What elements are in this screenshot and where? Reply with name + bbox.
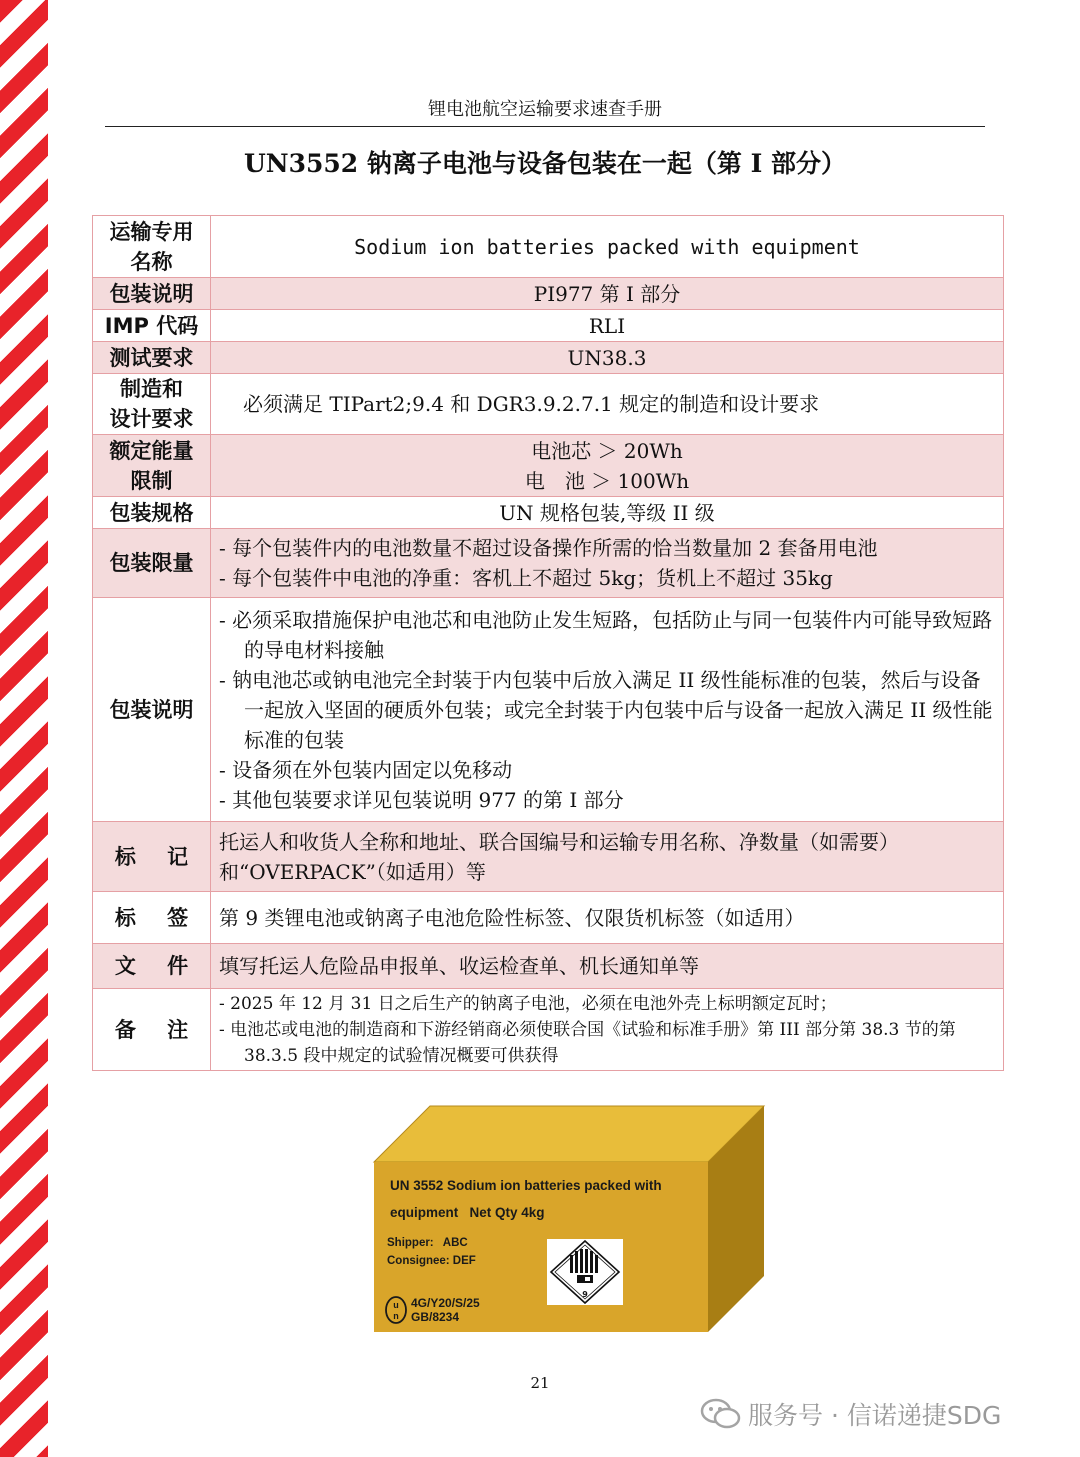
label-line-1: 制造和 [120,377,183,401]
value-labeling: 第 9 类锂电池或钠离子电池危险性标签、仅限货机标签（如适用） [211,892,1004,944]
label-line-2: 设计要求 [109,407,194,431]
list-item: - 必须采取措施保护电池芯和电池防止发生短路，包括防止与同一包装件内可能导致短路的导电材料接触 [219,607,993,662]
row-shipping-name [93,216,1004,278]
page-title: UN3552 钠离子电池与设备包装在一起（第 I 部分） [243,149,847,178]
value-test-requirement: UN38.3 [211,342,1004,374]
label-quantity-limit: 包装限量 [93,529,211,598]
value-shipping-name: Sodium ion batteries packed with equipment [211,216,1004,278]
label-line-1: 运输专用 [109,219,194,244]
row-packing-instruction [93,278,1004,310]
label-remarks [93,989,211,1071]
package-shipper: Shipper: ABC [387,1237,468,1249]
value-documents: 填写托运人危险品申报单、收运检查单、机长通知单等 [211,944,1004,989]
row-imp-code [93,310,1004,342]
label-text: 标 记 [114,844,201,869]
list-item: - 电池芯或电池的制造商和下游经销商必须使联合国《试验和标准手册》第 III 部分第 38.3 节的第 38.3.5 段中规定的试验情况概要可供获得 [219,1019,956,1066]
list-item: - 每个包装件中电池的净重：客机上不超过 5kg；货机上不超过 35kg [219,566,833,590]
value-remarks [211,989,1004,1071]
label-packaging-spec: 包装规格 [93,497,211,529]
package-text-line-2: equipment Net Qty 4kg [390,1205,545,1220]
red-white-side-stripe [0,0,48,1457]
list-item: - 设备须在外包装内固定以免移动 [219,757,513,782]
un-mark-line-2: GB/8234 [411,1310,460,1324]
row-packaging-spec [93,497,1004,529]
label-line-2: 限制 [130,468,173,493]
svg-text:u: u [393,1300,399,1310]
row-remarks [93,989,1004,1071]
row-packing-notes [93,598,1004,822]
label-energy-limit [93,435,211,497]
watermark-text: 服务号 · 信诺递捷SDG [748,1401,1002,1430]
value-energy-limit [211,435,1004,497]
page-number: 21 [530,1374,550,1392]
label-labeling [93,892,211,944]
label-packing-notes: 包装说明 [93,598,211,822]
row-energy-limit [93,435,1004,497]
list-item: - 每个包装件内的电池数量不超过设备操作所需的恰当数量加 2 套备用电池 [219,536,878,560]
hazard-label-panel [547,1239,623,1305]
list-item: - 钠电池芯或钠电池完全封装于内包装中后放入满足 II 级性能标准的包装，然后与设备一起放入坚固的硬质外包装；或完全封装于内包装中后与设备一起放入满足 II 级性能标准的包装 [219,667,993,752]
value-packing-notes [211,598,1004,822]
label-test-requirement: 测试要求 [93,342,211,374]
label-documents [93,944,211,989]
row-quantity-limit [93,529,1004,598]
label-packing-instruction: 包装说明 [93,278,211,310]
value-quantity-limit [211,529,1004,598]
value-imp-code: RLI [211,310,1004,342]
row-test-requirement [93,342,1004,374]
energy-cell-limit: 电池芯 ＞ 20Wh [531,438,683,463]
label-imp-code: IMP 代码 [93,310,211,342]
running-header: 锂电池航空运输要求速查手册 [105,96,985,127]
watermark [700,1394,1060,1434]
label-manufacturing [93,374,211,435]
svg-text:n: n [393,1311,399,1321]
row-labeling [93,892,1004,944]
package-text-line-1: UN 3552 Sodium ion batteries packed with [390,1178,662,1193]
list-item: - 其他包装要求详见包装说明 977 的第 I 部分 [219,787,624,812]
list-item: - 2025 年 12 月 31 日之后生产的钠离子电池，必须在电池外壳上标明额定瓦时； [219,993,837,1014]
value-packaging-spec: UN 规格包装,等级 II 级 [211,497,1004,529]
package-consignee: Consignee: DEF [387,1255,476,1267]
label-text: 文 件 [114,954,201,978]
value-manufacturing: 必须满足 TIPart2;9.4 和 DGR3.9.2.7.1 规定的制造和设计要求 [211,374,1004,435]
label-marking [93,822,211,892]
requirements-table [92,215,1004,1071]
label-line-2: 名称 [130,249,173,274]
label-shipping-name [93,216,211,278]
row-manufacturing [93,374,1004,435]
value-marking: 托运人和收货人全称和地址、联合国编号和运输专用名称、净数量（如需要）和“OVERPACK”（如适用）等 [211,822,1004,892]
hazard-class-number: 9 [582,1290,588,1299]
energy-battery-limit: 电 池 ＞ 100Wh [524,468,690,493]
label-text: 标 签 [114,905,201,930]
row-marking [93,822,1004,892]
un-packaging-symbol-icon [384,1295,412,1325]
row-documents [93,944,1004,989]
label-line-1: 额定能量 [109,438,194,463]
class-9-hazard-icon [547,1239,623,1305]
chat-bubbles-icon [700,1397,742,1431]
value-packing-instruction: PI977 第 I 部分 [211,278,1004,310]
un-mark-line-1: 4G/Y20/S/25 [411,1296,480,1310]
label-text: 备 注 [114,1017,201,1042]
